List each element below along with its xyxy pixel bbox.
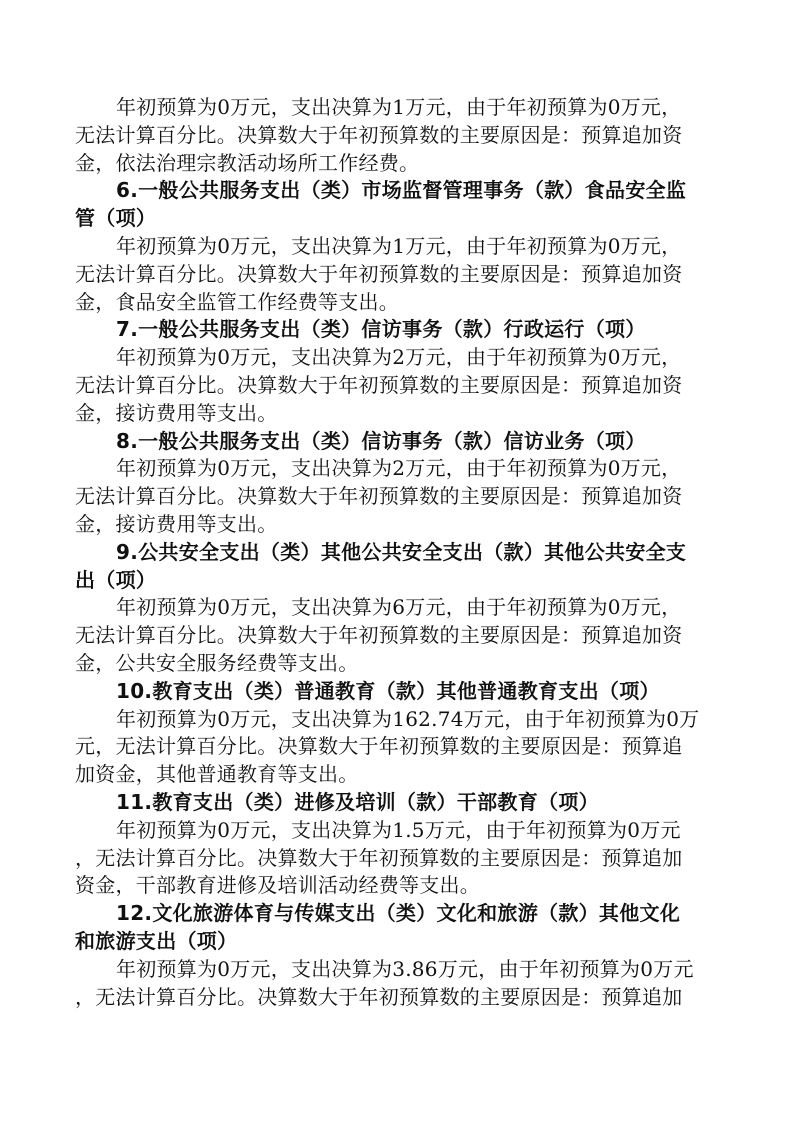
section-heading-line: 10.教育支出（类）普通教育（款）其他普通教育支出（项） bbox=[116, 678, 660, 703]
paragraph-line: 金，食品安全监管工作经费等支出。 bbox=[75, 289, 399, 314]
paragraph-line: 年初预算为0万元，支出决算为2万元，由于年初预算为0万元， bbox=[116, 345, 682, 370]
paragraph-line: 年初预算为0万元，支出决算为6万元，由于年初预算为0万元， bbox=[116, 595, 682, 620]
paragraph-line: 金，公共安全服务经费等支出。 bbox=[75, 650, 359, 675]
paragraph-line: 年初预算为0万元，支出决算为2万元，由于年初预算为0万元， bbox=[116, 456, 682, 481]
paragraph-line: 年初预算为0万元，支出决算为1.5万元，由于年初预算为0万元 bbox=[116, 817, 681, 842]
paragraph-line: 无法计算百分比。决算数大于年初预算数的主要原因是：预算追加资 bbox=[75, 484, 683, 509]
paragraph-line: 年初预算为0万元，支出决算为1万元，由于年初预算为0万元， bbox=[116, 233, 682, 258]
section-heading-line: 8.一般公共服务支出（类）信访事务（款）信访业务（项） bbox=[116, 428, 646, 453]
section-heading-line: 7.一般公共服务支出（类）信访事务（款）行政运行（项） bbox=[116, 317, 646, 342]
paragraph-line: 无法计算百分比。决算数大于年初预算数的主要原因是：预算追加资 bbox=[75, 261, 683, 286]
section-heading-line: 管（项） bbox=[75, 206, 157, 231]
section-heading-line: 12.文化旅游体育与传媒支出（类）文化和旅游（款）其他文化 bbox=[116, 901, 681, 926]
paragraph-line: 金，接访费用等支出。 bbox=[75, 400, 278, 425]
paragraph-line: 资金，干部教育进修及培训活动经费等支出。 bbox=[75, 873, 480, 898]
paragraph-line: 无法计算百分比。决算数大于年初预算数的主要原因是：预算追加资 bbox=[75, 372, 683, 397]
paragraph-line: 元，无法计算百分比。决算数大于年初预算数的主要原因是：预算追 bbox=[75, 734, 683, 759]
paragraph-line: 年初预算为0万元，支出决算为162.74万元，由于年初预算为0万 bbox=[116, 706, 700, 731]
paragraph-line: ，无法计算百分比。决算数大于年初预算数的主要原因是：预算追加 bbox=[75, 984, 683, 1009]
paragraph-line: 无法计算百分比。决算数大于年初预算数的主要原因是：预算追加资 bbox=[75, 623, 683, 648]
paragraph-line: 年初预算为0万元，支出决算为1万元，由于年初预算为0万元， bbox=[116, 95, 682, 119]
paragraph-line: 年初预算为0万元，支出决算为3.86万元，由于年初预算为0万元 bbox=[116, 956, 694, 981]
document-page bbox=[75, 94, 720, 1011]
section-heading-line: 出（项） bbox=[75, 567, 157, 592]
section-heading-line: 和旅游支出（项） bbox=[75, 928, 238, 953]
paragraph-line: 无法计算百分比。决算数大于年初预算数的主要原因是：预算追加资 bbox=[75, 122, 683, 147]
paragraph-line: 金，接访费用等支出。 bbox=[75, 511, 278, 536]
section-heading-line: 11.教育支出（类）进修及培训（款）干部教育（项） bbox=[116, 789, 599, 814]
section-heading-line: 9.公共安全支出（类）其他公共安全支出（款）其他公共安全支 bbox=[116, 539, 687, 564]
section-heading-line: 6.一般公共服务支出（类）市场监督管理事务（款）食品安全监 bbox=[116, 178, 687, 203]
paragraph-line: 金，依法治理宗教活动场所工作经费。 bbox=[75, 150, 420, 175]
paragraph-line: ，无法计算百分比。决算数大于年初预算数的主要原因是：预算追加 bbox=[75, 845, 683, 870]
paragraph-line: 加资金，其他普通教育等支出。 bbox=[75, 762, 359, 787]
